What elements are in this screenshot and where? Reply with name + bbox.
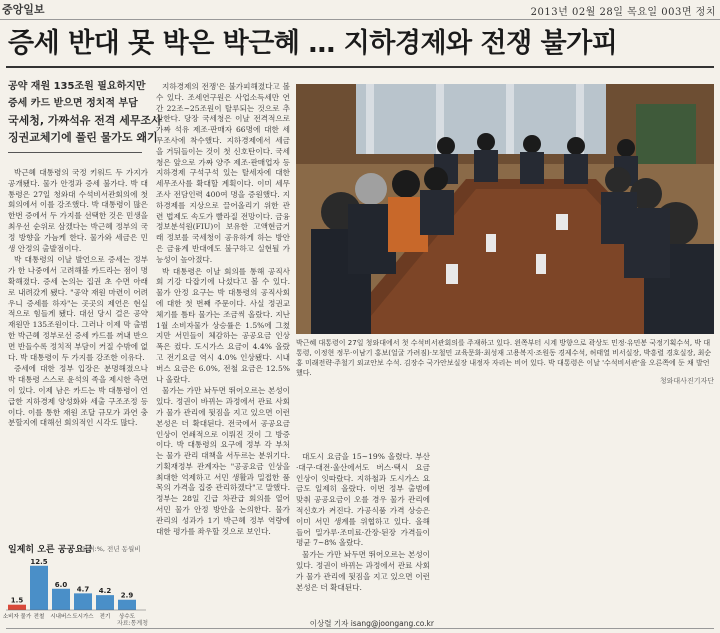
chart-bar (74, 593, 92, 610)
paragraph: 박근혜 대통령의 국정 키워드 두 가지가 공개됐다. 물가 안정과 증세 불가다. 박 대통령은 27일 청와대 수석비서관회의에 첫 회의에서 이를 강조했다. 박 대통령이 많은 한번 증에서 두 가지를 선택한 것은 민생을 최우선 순위로 삼겠다는 박근혜 정부의 국정 방향을 가늠케 한다. 물가와 세금은 민생 안정의 출발점이다. (8, 168, 148, 253)
chart-source: 자료:통계청 (116, 620, 148, 627)
chart-value-label: 4.7 (76, 585, 90, 594)
subhead-1: 공약 재원 135조원 필요하지만 (8, 81, 146, 92)
chart-bar (118, 600, 136, 610)
chart-category-label: 시내버스 (50, 614, 72, 620)
chart-value-label: 12.5 (30, 557, 48, 566)
chart-plot (2, 552, 150, 628)
chart-bar (8, 605, 26, 610)
chart-category-label: 전철 (33, 614, 45, 620)
headline-rule (6, 66, 714, 68)
article-column-3 (296, 452, 430, 622)
meeting-photo (296, 84, 714, 334)
chart-value-label: 2.9 (120, 591, 134, 600)
dateline: 2013년 02월 28일 목요일 003면 정치 (530, 7, 716, 18)
photo-credit: 청와대사진기자단 (659, 377, 714, 385)
byline: 이상렬 기자 isang@joongang.co.kr (309, 619, 434, 628)
chart-bar (30, 566, 48, 610)
chart-title: 일제히 오른 공공요금 (8, 545, 93, 555)
chart-value-label: 4.2 (98, 587, 112, 596)
paragraph: 물가는 가만 놔두면 뛰어오르는 본성이 있다. 정권이 바뀌는 과정에서 관료 사회가 물가 관리에 뒷짐을 지고 있으면 이런 본성은 더 확대된다. (296, 550, 430, 592)
chart-category-label: 상수도 (119, 614, 135, 620)
subhead-rule (8, 152, 142, 153)
subhead-4: 징권교체기에 풀린 물가도 왜기 (8, 131, 158, 144)
headline: 증세 반대 못 박은 박근혜 … 지하경제와 전쟁 불가피 (8, 28, 618, 59)
public-fees-chart (2, 540, 150, 628)
article-column-2 (156, 82, 290, 622)
chart-category-label: 전기 (99, 614, 111, 620)
paragraph: 박 대통령의 이날 발언으로 증세는 정부가 한 나중에서 고려해볼 카드라는 점이 명확해졌다. 증세 논의는 집권 초 수면 아래로 내려갔게 됐다. "공약 재원 마련이 어려우니 증세를 하자"는 곳곳의 제언은 현실적으로 힘들게 됐다. 대선 당시 걸은 공약 재원만 135조원이다. 그러나 이제 막 출범한 박근혜 정부로선 증세 카드를 꺼내 반으면 반들수록 정치적 부담이 커질 수밖에 없다. 박 대통령이 두 가지를 강조한 이유다. (8, 255, 148, 362)
photo-caption: 박근혜 대통령이 27일 청와대에서 첫 수석비서관회의를 주재하고 있다. 왼쪽부터 시계 방향으로 곽상도 민정·유민봉 국정기획수석, 박 대통령, 이정현 정무·이남기 홍보(얼굴 가려짐)·모철민 교육문화·최성재 고용복지·조원동 경제수석, 허태열 비서실장, 박흥렬 경호실장, 최순홍 미래전략·주철기 외교안보 수석. 김장수 국가안보실장 내정자 자리는 비어 있다. 박 대통령은 이날 '수석비서관'을 오른쪽에 둔 채 발언했다. (296, 339, 712, 377)
bottom-rule (6, 628, 714, 629)
paragraph: 지하경제의 전쟁'은 불가피해졌다고 볼 수 있다. 조세연구원은 사업소득세만 연간 22조~25조원이 탈루되는 것으로 추산한다. 당장 국세청은 이날 전격적으로 가짜 석유 제조·판매자 66명에 대한 세무조사에 착수했다. 지하경제에서 세금을 거둬들이는 것이 첫 신호탄이다. 국세청은 앞으로 가짜 양주 제조·판매업자 등 지하경제 구석구석 있는 탈세자에 대한 세무조사를 확대할 계획이다. 이미 세무조사 전담인력 400여 명을 증원했다. 지하경제를 지상으로 끌어올리기 위한 관련 법제도 속도가 빨라질 전망이다. 금융정보분석원(FIU)이 보유한 고액현금거래 정보를 국세청이 공유하게 하는 방안은 금융계 반대에도 불구하고 실현될 가능성이 높아졌다. (156, 82, 290, 264)
paragraph: 물가는 가만 놔두면 뛰어오르는 본성이 있다. 정권이 바뀌는 과정에서 관료 사회가 물가 관리에 뒷짐을 지고 있으면 이런 본성은 더 확대된다. 전국에서 공공요금 인상이 연쇄적으로 이뤄진 것이 그 방증이다. 박 대통령의 요구에 정부 각 부처는 물가 관리 대책을 서두르는 분위기다. 기획재정부 관계자는 "공공요금 인상을 최대한 억제하고 서민 생활과 밀접한 품목의 가격을 집중 관리하겠다"고 말했다. 정부는 28일 긴급 차관급 회의를 열어 서민 물가 안정 방안을 논의한다. 물가 관리의 성과가 1기 박근혜 정부 역량에 대한 평가를 좌우할 것으로 보인다. (156, 386, 290, 536)
subhead-2: 증세 카드 받으면 정치적 부담 (8, 98, 138, 109)
paragraph: 대도시 요금을 15~19% 올렸다. 부산·대구·대전·울산에서도 버스·택시 요금 인상이 잇따랐다. 지하철과 도시가스 요금도 일제히 올랐다. 이번 정부 출범에 맞춰 공공요금이 오를 경우 물가 관리에 적신호가 켜진다. 가공식품 가격 상승은 이미 서민 생계를 위협하고 있다. 올해 들어 밀가루·조미료·간장·된장 가격들이 평균 7~8% 올랐다. (296, 452, 430, 548)
masthead (0, 0, 720, 20)
article-column-1 (8, 168, 148, 538)
paragraph: 박 대통령은 이날 회의를 통해 공직사회 기강 다잡기에 나섰다고 볼 수 있다. 물가 안정 요구는 박 대통령의 공직사회에 대한 첫 번째 주문이다. 사실 정권교체기를 틈타 물가는 조금씩 올랐다. 지난 1월 소비자물가 상승률은 1.5%에 그쳤지만 서민들이 체감하는 공공요금 인상 폭은 컸다. 도시가스 요금이 4.4% 올랐고 전기요금 역시 4.0% 인상됐다. 시내버스 요금은 6.0%, 전철 요금은 12.5%나 올랐다. (156, 266, 290, 384)
chart-bar (96, 595, 114, 610)
subheads (8, 78, 162, 157)
paragraph: 증세에 대한 정부 입장은 분명해졌으나 박 대통령 스스로 윤석의 족을 제시한 측면이 있다. 이제 남은 카드는 박 대통령이 언급한 지하경제 양성화와 세출 구조조정 등이다. 이를 통한 재원 조달 규모가 과연 충분할지에 대해선 회의적인 시각도 많다. (8, 364, 148, 428)
chart-category-label: 도시가스 (72, 614, 94, 620)
chart-value-label: 1.5 (10, 596, 24, 605)
chart-unit: 단위:%, 전년 동월비 (82, 545, 141, 553)
chart-bar (52, 589, 70, 610)
subhead-3: 국세청, 가짜석유 전격 세무조사 (8, 114, 162, 127)
newspaper-logo: 중앙일보 (2, 3, 45, 16)
chart-value-label: 6.0 (54, 580, 68, 589)
chart-category-label: 소비자 물가 (2, 614, 32, 620)
meeting-photo-illustration (296, 84, 714, 334)
